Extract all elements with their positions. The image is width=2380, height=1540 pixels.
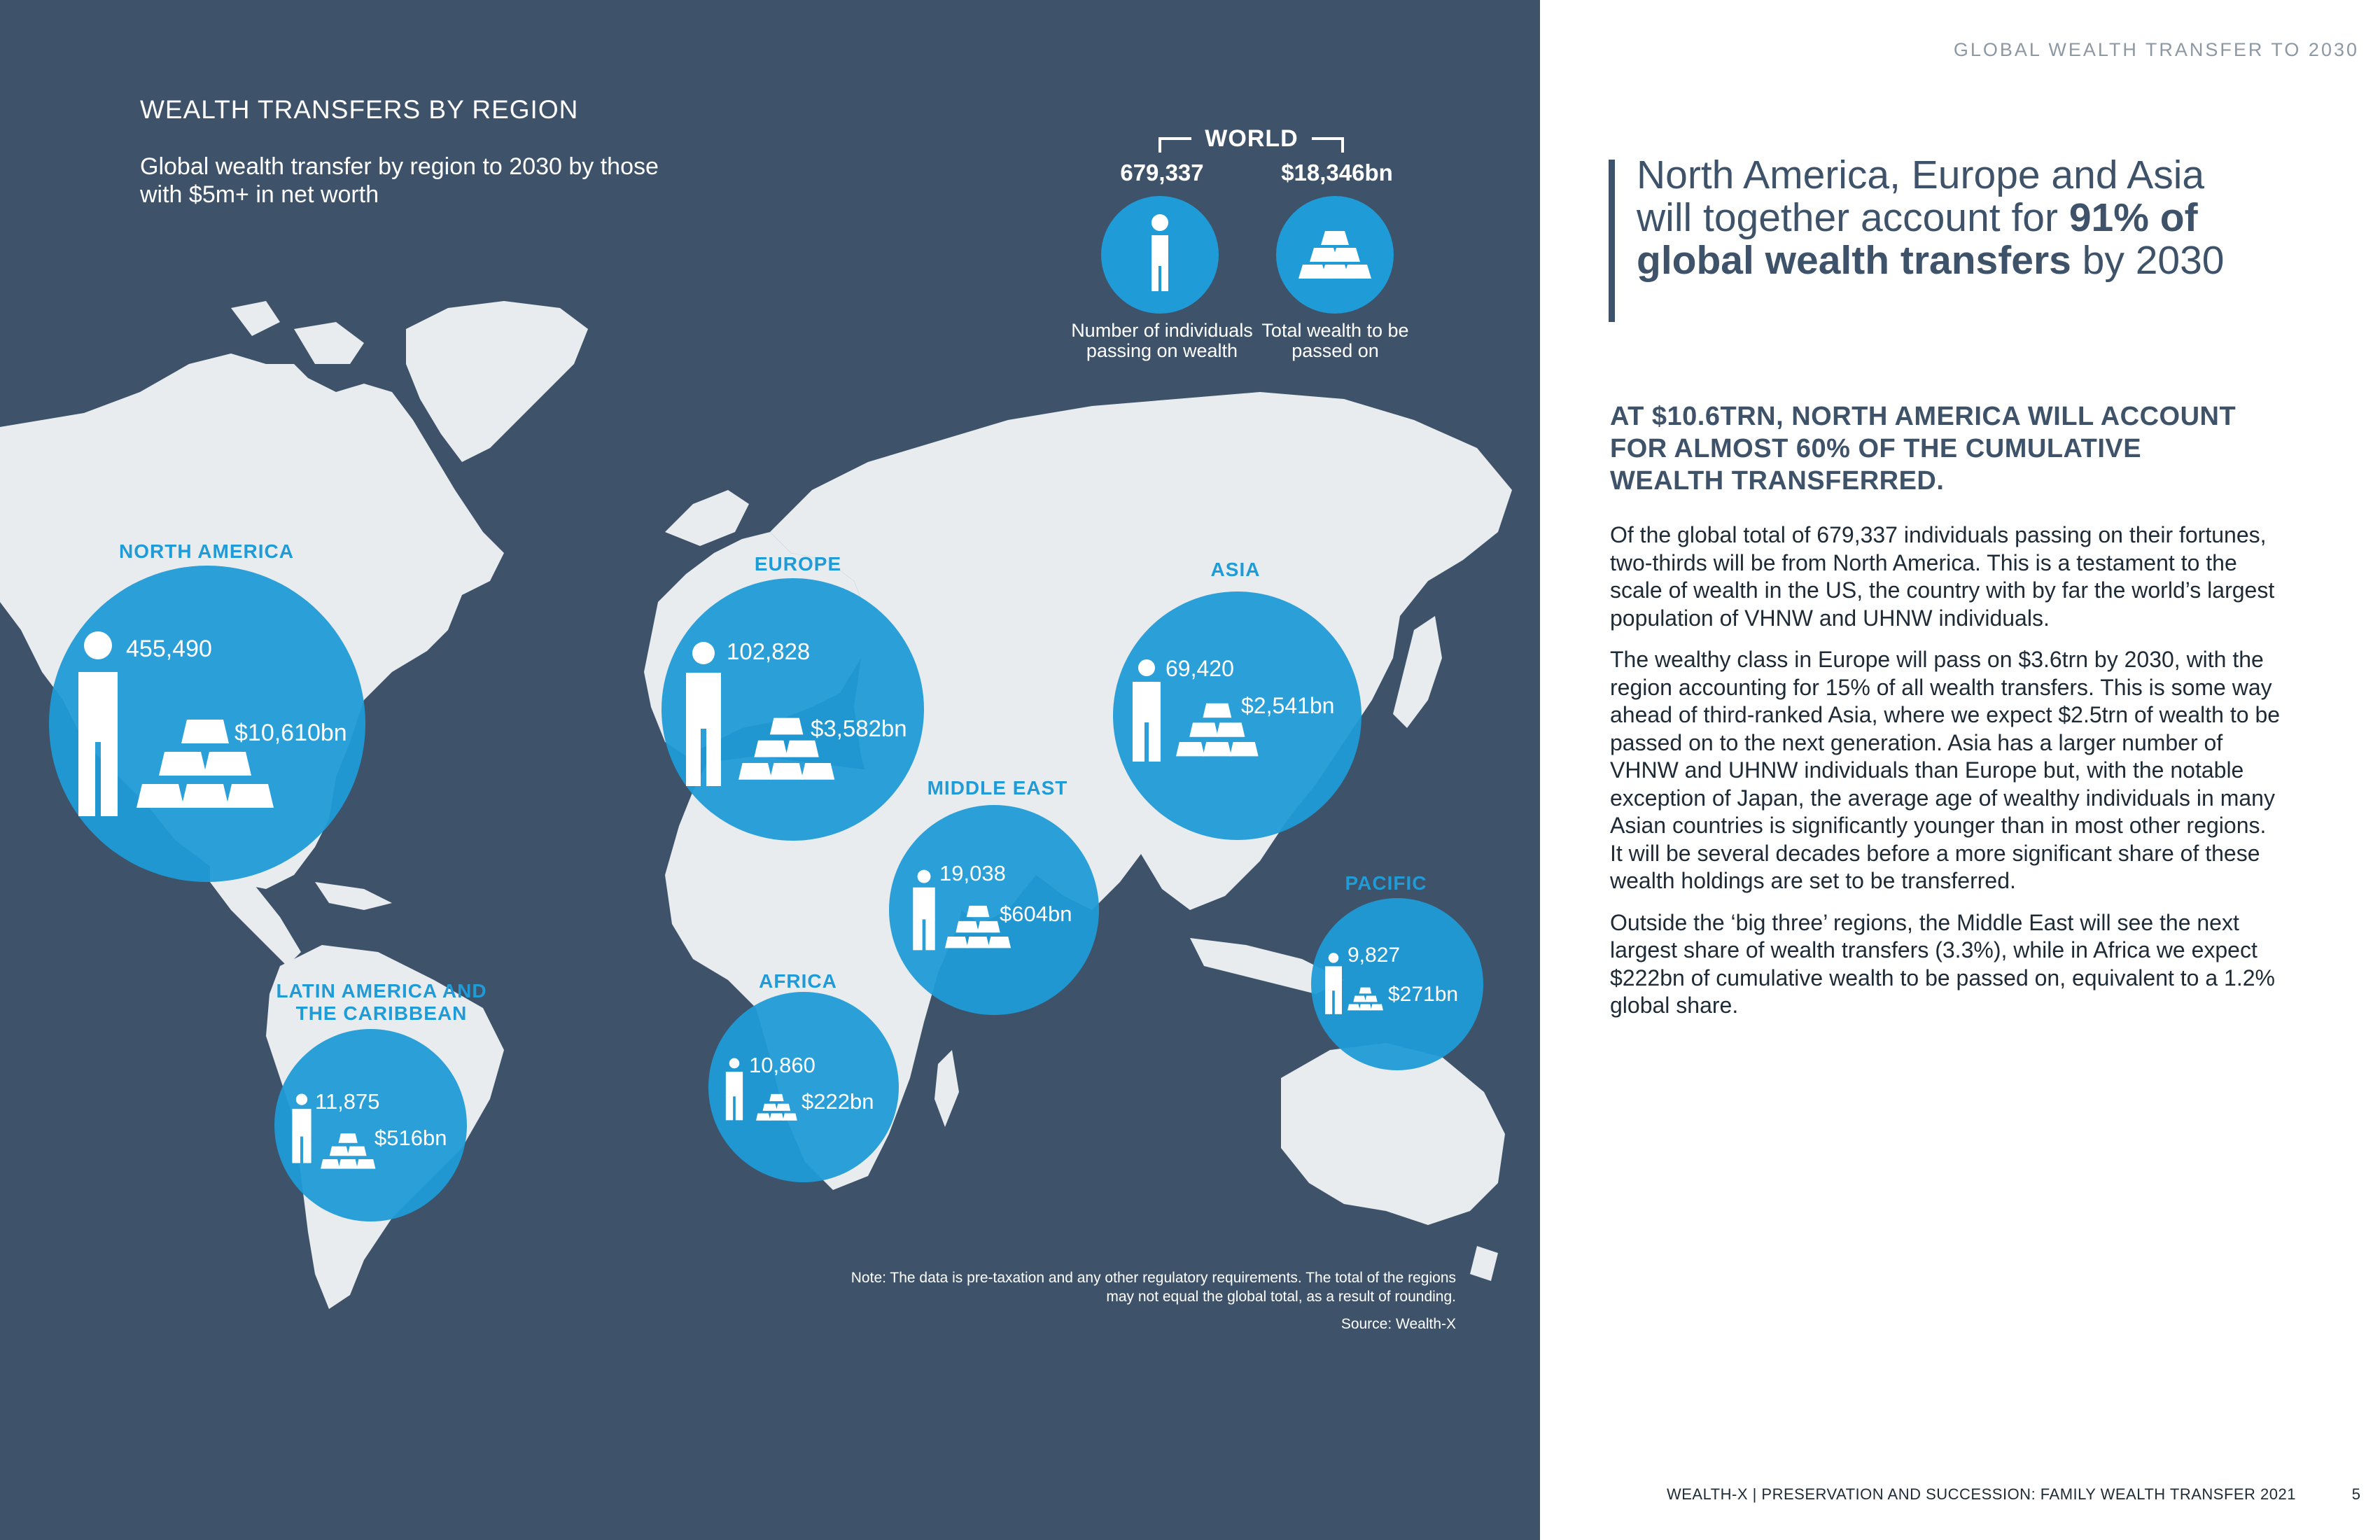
pull-quote-bold: 91% of global wealth transfers — [1637, 195, 2198, 283]
world-wealth-circle — [1276, 196, 1394, 314]
gold-bars-icon — [1276, 196, 1394, 314]
individuals-latin-america: 11,875 — [315, 1089, 380, 1114]
page-header-label: GLOBAL WEALTH TRANSFER TO 2030 — [1953, 39, 2359, 60]
individuals-asia: 69,420 — [1166, 656, 1234, 681]
wealth-north-america: $10,610bn — [234, 720, 347, 746]
person-icon — [722, 1057, 746, 1121]
person-icon — [679, 640, 728, 788]
pull-quote — [1637, 154, 2267, 282]
person-icon — [1127, 658, 1166, 763]
region-label-africa: AFRICA — [759, 970, 837, 992]
gold-bars-icon — [1348, 986, 1384, 1014]
body-text — [1610, 522, 2282, 1034]
person-icon — [1101, 196, 1219, 314]
world-wealth-caption: Total wealth to be passed on — [1261, 320, 1409, 361]
wealth-latin-america: $516bn — [374, 1126, 447, 1150]
gold-bars-icon — [321, 1131, 377, 1173]
region-label-latin-america: LATIN AMERICA AND THE CARIBBEAN — [276, 980, 487, 1024]
body-paragraph-2: The wealthy class in Europe will pass on $3.6trn by 2030, with the region accounting for 15% of all wealth transfers. This is some way ahead of third-ranked Asia, where we expect $2.5trn of wealth to be passed on to the next generation. Asia has a larger number of VHNW and UHNW individuals than Europe but, with the notable exception of Japan, the average age of wealthy individuals in many Asian countries is significantly younger than in most other regions. It will be several decades before a more significant share of these wealth holdings are set to be transferred. — [1610, 647, 2281, 893]
quote-accent-bar — [1609, 160, 1615, 322]
wealth-africa: $222bn — [802, 1089, 874, 1114]
text-panel — [1540, 0, 2380, 1540]
region-label-asia: ASIA — [1210, 559, 1261, 580]
wealth-europe: $3,582bn — [811, 715, 907, 741]
individuals-europe: 102,828 — [727, 638, 811, 664]
body-paragraph-3: Outside the ‘big three’ regions, the Middle East will see the next largest share of wealth transfers (3.3%), while in Africa we expect $222bn of cumulative wealth to be passed on, equivalent to a 1.2% global share. — [1610, 909, 2275, 1018]
world-wealth-value: $18,346bn — [1281, 160, 1393, 186]
page-footer: WEALTH-X | PRESERVATION AND SUCCESSION: FAMILY WEALTH TRANSFER 2021 — [1666, 1485, 2296, 1503]
individuals-north-america: 455,490 — [126, 636, 212, 662]
region-label-pacific: PACIFIC — [1345, 872, 1427, 894]
world-individuals-value: 679,337 — [1120, 160, 1204, 186]
region-label-north-america: NORTH AMERICA — [119, 540, 294, 562]
individuals-middle-east: 19,038 — [939, 861, 1006, 886]
wealth-middle-east: $604bn — [1000, 902, 1072, 926]
person-icon — [288, 1092, 315, 1165]
body-paragraph-1: Of the global total of 679,337 individuals passing on their fortunes, two-thirds will be from North America. This is a testament to the scale of wealth in the US, the country with by far the world’s largest population of VHNW and UHNW individuals. — [1610, 522, 2275, 631]
data-source: Source: Wealth-X — [1340, 1316, 1456, 1332]
wealth-asia: $2,541bn — [1241, 693, 1335, 718]
data-note: Note: The data is pre-taxation and any other regulatory requirements. The total of the regions may not equal the global total, as a result of rounding. — [850, 1270, 1456, 1305]
individuals-pacific: 9,827 — [1348, 944, 1401, 967]
individuals-africa: 10,860 — [749, 1053, 816, 1077]
page-number: 5 — [2351, 1485, 2360, 1503]
person-icon — [70, 630, 126, 819]
region-label-europe: EUROPE — [754, 553, 842, 575]
section-headline: AT $10.6TRN, NORTH AMERICA WILL ACCOUNT FOR ALMOST 60% OF THE CUMULATIVE WEALTH TRANSFERRED. — [1610, 402, 2236, 496]
gold-bars-icon — [756, 1092, 798, 1124]
infographic-subtitle: Global wealth transfer by region to 2030 by those with $5m+ in net worth — [140, 153, 659, 208]
region-label-middle-east: MIDDLE EAST — [927, 777, 1068, 799]
world-label: WORLD — [1191, 123, 1312, 154]
infographic-title: WEALTH TRANSFERS BY REGION — [140, 95, 579, 124]
world-individuals-caption: Number of individuals passing on wealth — [1071, 320, 1253, 361]
person-icon — [909, 868, 939, 952]
pull-quote-part-2: by 2030 — [2071, 238, 2225, 283]
pull-quote-part-1: North America, Europe and Asia will together account for — [1637, 153, 2205, 240]
person-icon — [1322, 952, 1345, 1015]
wealth-pacific: $271bn — [1388, 983, 1459, 1006]
world-individuals-circle — [1101, 196, 1219, 314]
